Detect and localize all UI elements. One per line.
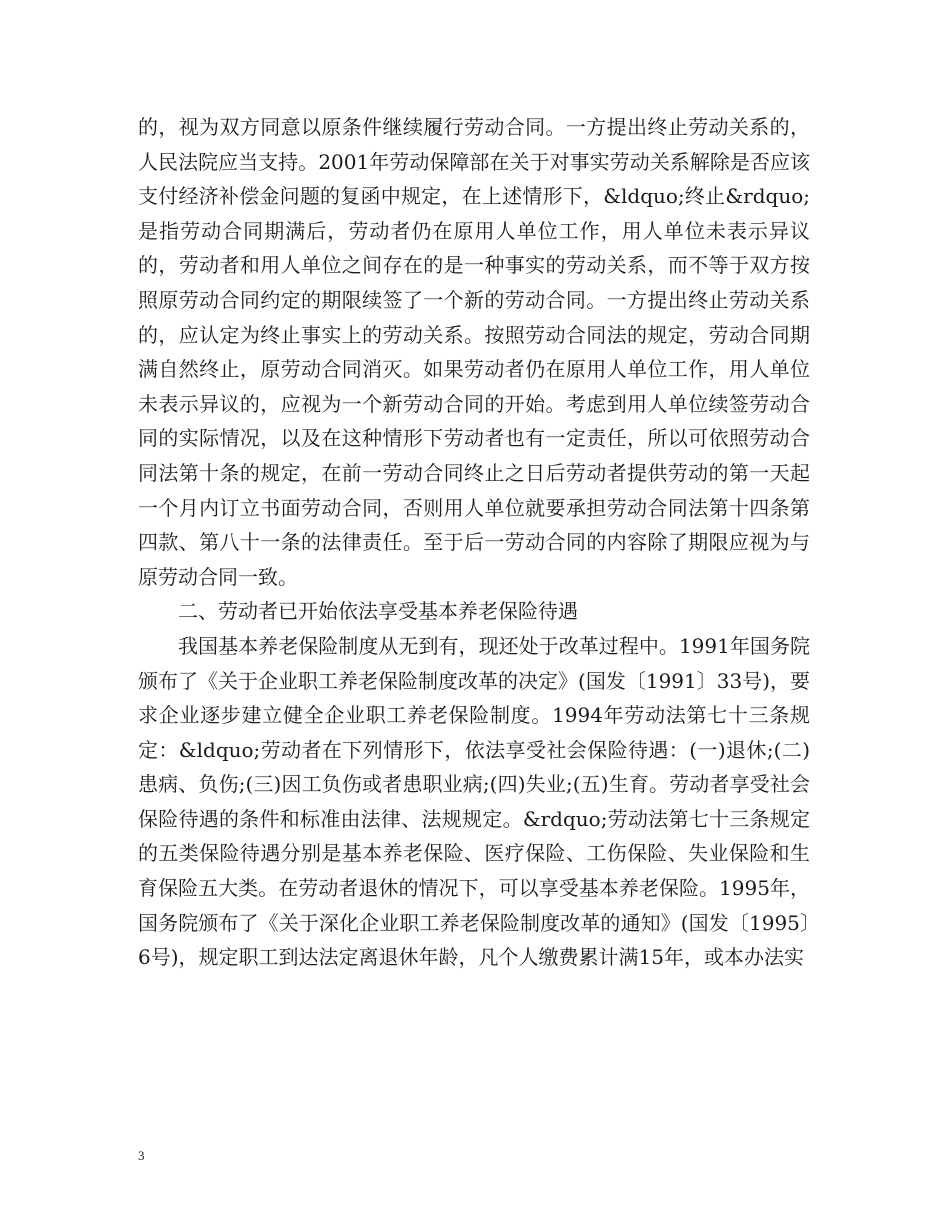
paragraph-continuation: 的，视为双方同意以原条件继续履行劳动合同。一方提出终止劳动关系的，人民法院应当支持。2001年劳动保障部在关于对事实劳动关系解除是否应该支付经济补偿金问题的复函中规定，在上述情形下，&ldquo;终止&rdquo;是指劳动合同期满后，劳动者仍在原用人单位工作，用人单位未表示异议的，劳动者和用人单位之间存在的是一种事实的劳动关系，而不等于双方按照原劳动合同约定的期限续签了一个新的劳动合同。一方提出终止劳动关系的，应认定为终止事实上的劳动关系。按照劳动合同法的规定，劳动合同期满自然终止，原劳动合同消灭。如果劳动者仍在原用人单位工作，用人单位未表示异议的，应视为一个新劳动合同的开始。考虑到用人单位续签劳动合同的实际情况，以及在这种情形下劳动者也有一定责任，所以可依照劳动合同法第十条的规定，在前一劳动合同终止之日后劳动者提供劳动的第一天起一个月内订立书面劳动合同，否则用人单位就要承担劳动合同法第十四条第四款、第八十一条的法律责任。至于后一劳动合同的内容除了期限应视为与原劳动合同一致。 [138,115,810,589]
body-text [138,110,810,975]
paragraph-pension-history: 我国基本养老保险制度从无到有，现还处于改革过程中。1991年国务院颁布了《关于企业职工养老保险制度改革的决定》(国发〔1991〕33号)，要求企业逐步建立健全企业职工养老保险制度。1994年劳动法第七十三条规定：&ldquo;劳动者在下列情形下，依法享受社会保险待遇：(一)退休;(二)患病、负伤;(三)因工负伤或者患职业病;(四)失业;(五)生育。劳动者享受社会保险待遇的条件和标准由法律、法规规定。&rdquo;劳动法第七十三条规定的五类保险待遇分别是基本养老保险、医疗保险、工伤保险、失业保险和生育保险五大类。在劳动者退休的情况下，可以享受基本养老保险。1995年，国务院颁布了《关于深化企业职工养老保险制度改革的通知》(国发〔1995〕6号)，规定职工到达法定离退休年龄，凡个人缴费累计满15年，或本办法实 [138,633,810,970]
section-heading: 二、劳动者已开始依法享受基本养老保险待遇 [178,599,578,624]
page-number: 3 [138,1148,145,1163]
